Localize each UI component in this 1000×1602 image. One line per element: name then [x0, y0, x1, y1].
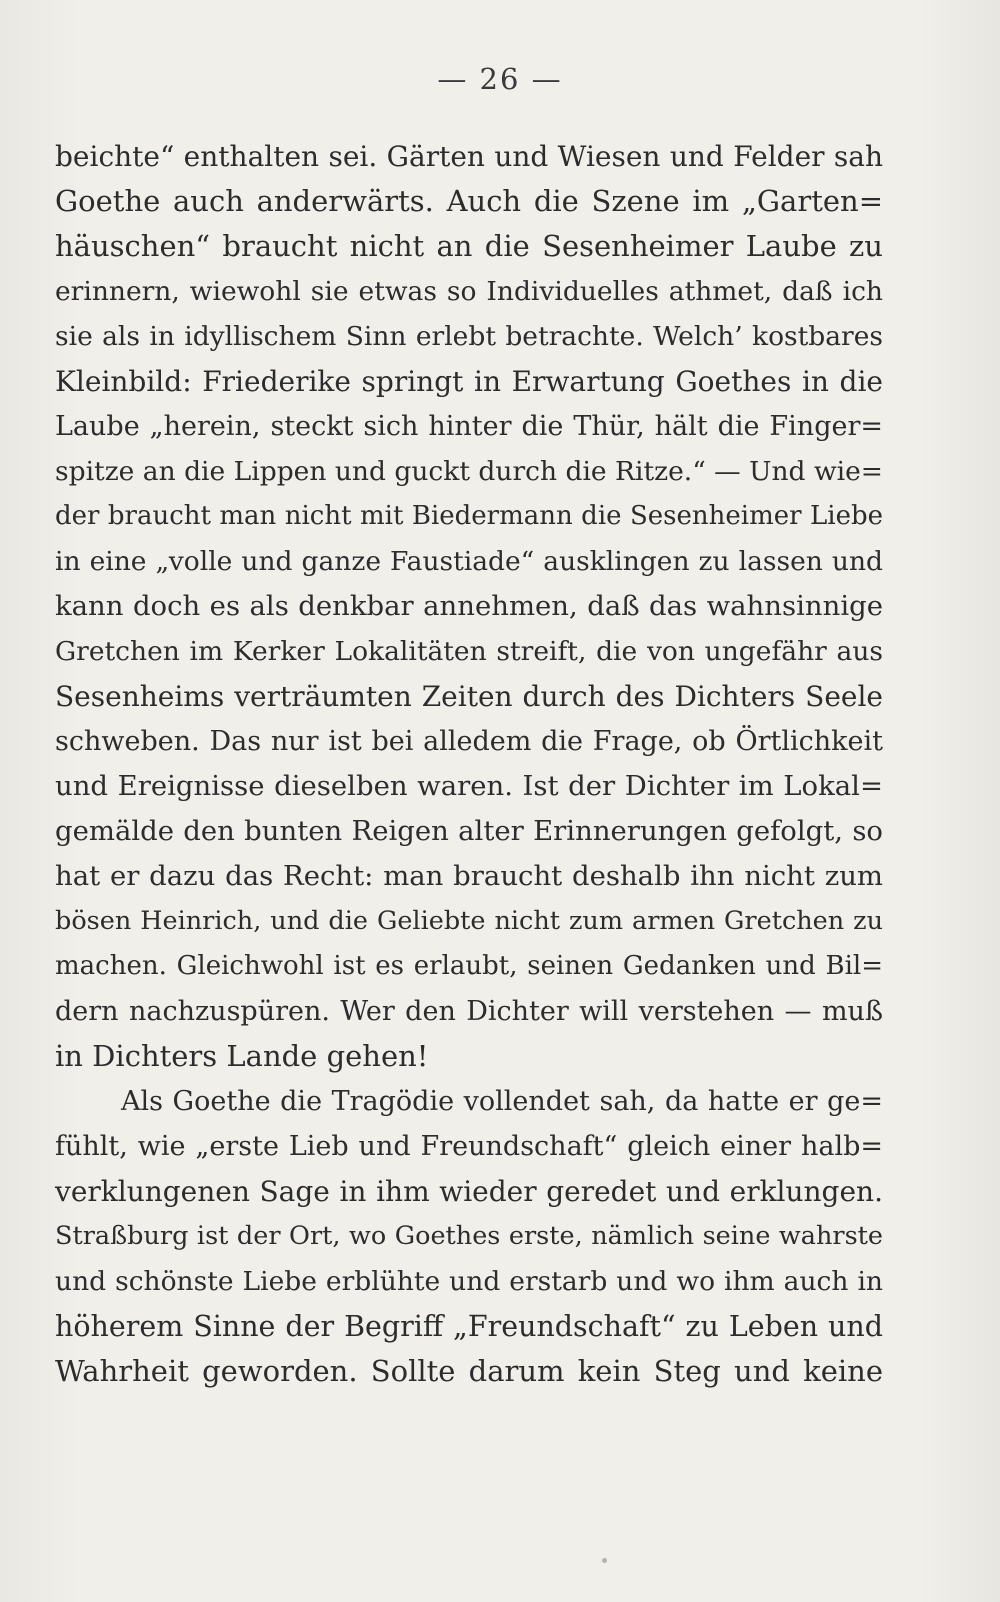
text-line: bösen Heinrich, und die Geliebte nicht zum armen Gretchen zu — [55, 906, 883, 936]
text-line: Sesenheims verträumten Zeiten durch des Dichters Seele — [55, 680, 883, 713]
text-line: verklungenen Sage in ihm wieder geredet und erklungen. — [55, 1175, 883, 1208]
text-line: dern nachzuspüren. Wer den Dichter will verstehen — muß — [55, 996, 883, 1027]
text-line: Laube „herein, steckt sich hinter die Thür, hält die Finger= — [55, 411, 883, 442]
text-line: Goethe auch anderwärts. Auch die Szene im „Garten= — [55, 184, 883, 218]
text-line: schweben. Das nur ist bei alledem die Frage, ob Örtlichkeit — [55, 726, 883, 757]
body-text — [55, 134, 883, 1394]
text-line: in eine „volle und ganze Faustiade“ ausklingen zu lassen und — [55, 546, 883, 577]
text-line: und Ereignisse dieselben waren. Ist der Dichter im Lokal= — [55, 770, 883, 802]
paper-speck — [602, 1558, 607, 1563]
text-line: Straßburg ist der Ort, wo Goethes erste, nämlich seine wahrste — [55, 1221, 883, 1251]
text-line: beichte“ enthalten sei. Gärten und Wiesen und Felder sah — [55, 140, 883, 173]
text-line: spitze an die Lippen und guckt durch die Ritze.“ — Und wie= — [55, 456, 883, 487]
text-line: sie als in idyllischem Sinn erlebt betrachte. Welch’ kostbares — [55, 321, 883, 352]
text-line: Gretchen im Kerker Lokalitäten streift, die von ungefähr aus — [55, 636, 883, 667]
text-line: der braucht man nicht mit Biedermann die Sesenheimer Liebe — [55, 501, 883, 531]
page-number: — 26 — — [437, 62, 563, 96]
text-line: hat er dazu das Recht: man braucht deshalb ihn nicht zum — [55, 860, 883, 892]
text-line: kann doch es als denkbar annehmen, daß das wahnsinnige — [55, 590, 883, 622]
text-line: Wahrheit geworden. Sollte darum kein Steg und keine — [55, 1354, 883, 1388]
text-line: fühlt, wie „erste Lieb und Freundschaft“ gleich einer halb= — [55, 1131, 883, 1162]
text-line: Als Goethe die Tragödie vollendet sah, da hatte er ge= — [121, 1086, 883, 1117]
paragraph-2 — [55, 1079, 883, 1394]
text-line: Kleinbild: Friederike springt in Erwartung Goethes in die — [55, 365, 883, 398]
text-line: gemälde den bunten Reigen alter Erinnerungen gefolgt, so — [55, 815, 883, 847]
text-line: häuschen“ braucht nicht an die Sesenheimer Laube zu — [55, 229, 883, 263]
text-line: und schönste Liebe erblühte und erstarb und wo ihm auch in — [55, 1266, 883, 1297]
paragraph-1 — [55, 134, 883, 1079]
text-line: erinnern, wiewohl sie etwas so Individuelles athmet, daß ich — [55, 276, 883, 307]
text-line: höherem Sinne der Begriff „Freundschaft“ zu Leben und — [55, 1310, 883, 1343]
text-line: in Dichters Lande gehen! — [55, 1039, 429, 1073]
text-line: machen. Gleichwohl ist es erlaubt, seinen Gedanken und Bil= — [55, 951, 883, 981]
